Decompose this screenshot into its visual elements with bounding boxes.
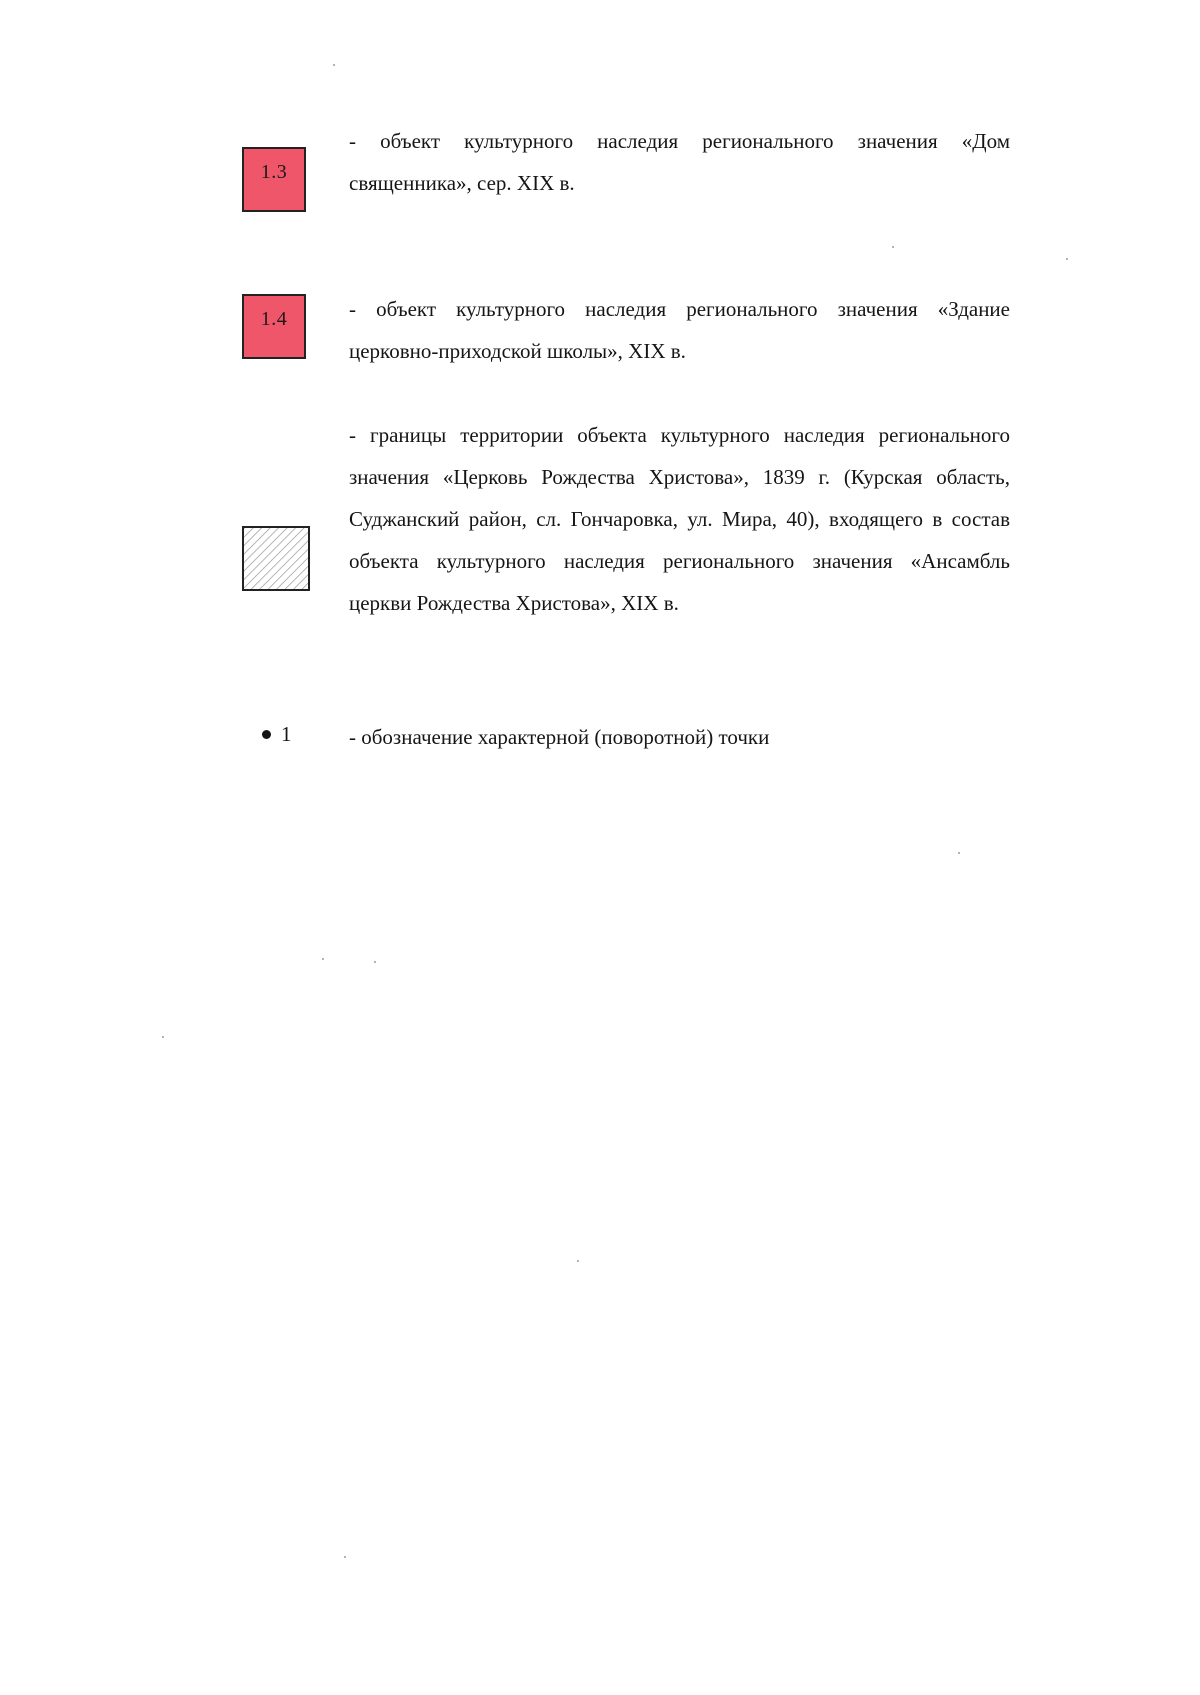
scan-speck xyxy=(344,1556,346,1558)
point-label: 1 xyxy=(281,722,292,746)
scan-speck xyxy=(892,246,894,248)
legend-item-text: - объект культурного наследия регионального значения «Дом священника», сер. XIX в. xyxy=(349,129,1010,195)
scan-speck xyxy=(374,961,376,963)
swatch-code: 1.4 xyxy=(260,308,288,330)
hatch-pattern-icon xyxy=(244,528,308,589)
legend-item-text: - объект культурного наследия регионального значения «Здание церковно-приходской школы», XIX в. xyxy=(349,297,1010,363)
scan-speck xyxy=(162,1036,164,1038)
hatched-territory-swatch xyxy=(242,526,310,591)
legend-item-text: - границы территории объекта культурного наследия регионального значения «Церковь Рождества Христова», 1839 г. (Курская область, Суджанский район, сл. Гончаровка, ул. Мира, 40), входящего в состав объекта культурного наследия регионального значения «Ансамбль церкви Рождества Христова», XIX в. xyxy=(349,423,1010,615)
legend-item-text: - обозначение характерной (поворотной) точки xyxy=(349,725,770,749)
scan-speck xyxy=(958,852,960,854)
heritage-object-swatch xyxy=(242,147,306,212)
scan-speck xyxy=(1066,258,1068,260)
point-symbol xyxy=(262,722,292,747)
swatch-code: 1.3 xyxy=(260,161,288,183)
point-dot-icon xyxy=(262,730,271,739)
heritage-object-swatch xyxy=(242,294,306,359)
scan-speck xyxy=(333,64,335,66)
scan-speck xyxy=(322,958,324,960)
scan-speck xyxy=(577,1260,579,1262)
